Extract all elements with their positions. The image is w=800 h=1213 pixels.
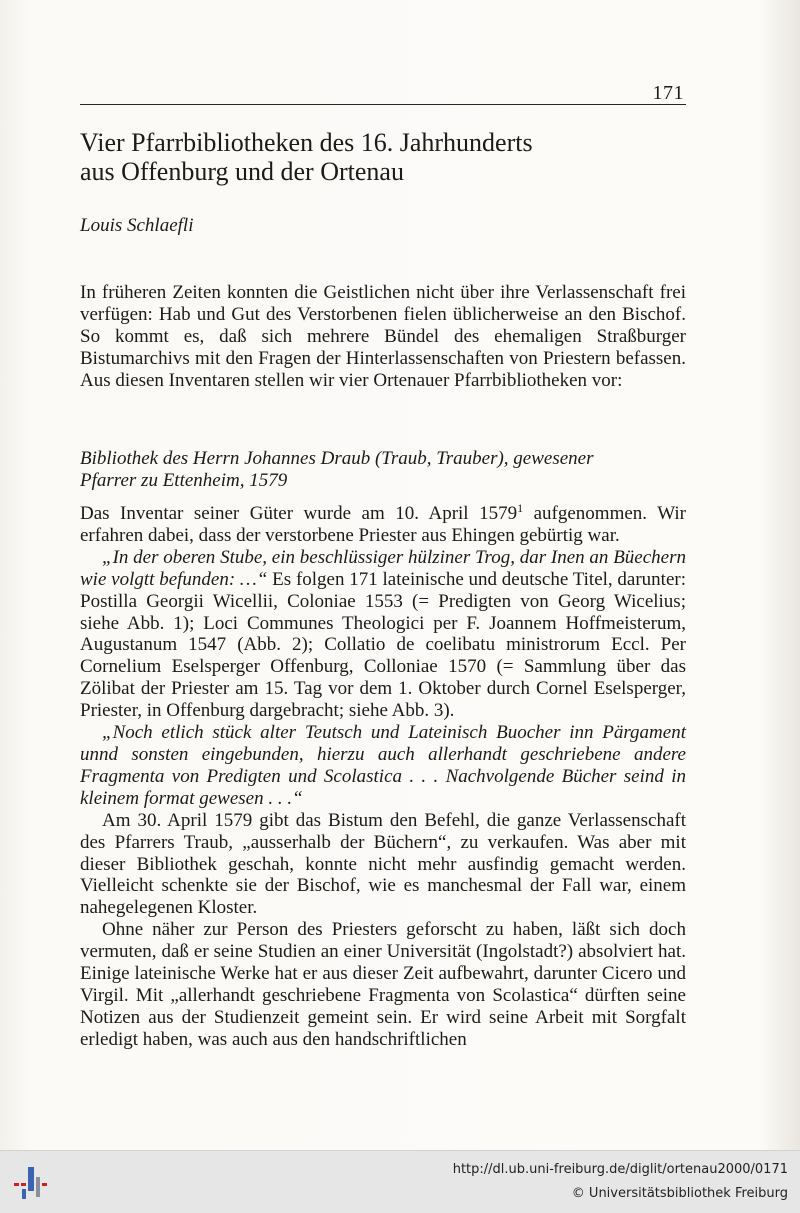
- logo-dash-red-left: [14, 1183, 19, 1186]
- logo-bar-blue-small: [22, 1189, 26, 1199]
- header-rule: [80, 104, 686, 105]
- ub-freiburg-logo-icon[interactable]: [12, 1165, 52, 1201]
- intro-block: [80, 282, 686, 392]
- title-line-1: Vier Pfarrbibliotheken des 16. Jahrhunderts: [80, 128, 533, 157]
- paragraph-quote-stube: [80, 547, 686, 722]
- logo-bar-gray: [36, 1177, 40, 1197]
- paragraph-titles-text: Es folgen 171 lateinische und deutsche Titel, darunter: Postilla Georgii Wicellii, Coloniae 1553 (= Predigten von Georg Wicelius; siehe Abb. 1); Loci Communes Theologici per F. Joannem Hoffmeisterum, Augustanum 1547 (Abb. 2); Collatio de coelibatu ministrorum Eccl. Per Cornelium Eselsperger Offenburg, Colloniae 1570 (= Sammlung über das Zölibat der Priester am 15. Tag vor dem 1. Oktober durch Cornel Eselsperger, Priester, in Offenburg dargebracht; siehe Abb. 3).: [80, 568, 686, 722]
- article-title: [80, 128, 700, 186]
- logo-dash-red-right: [42, 1183, 47, 1186]
- footer-bar: [0, 1150, 800, 1213]
- section-heading: [80, 448, 686, 492]
- author-name: Louis Schlaefli: [80, 215, 194, 236]
- logo-bar-blue: [28, 1167, 34, 1191]
- paragraph-inventory-text: Das Inventar seiner Güter wurde am 10. April 1579: [80, 503, 518, 524]
- paragraph-quote-buocher: „Noch etlich stück alter Teutsch und Lateinisch Buocher inn Pärgament unnd sonsten eingebunden, hierzu auch allerhandt geschriebene andere Fragmenta von Predigten und Scolastica . . . Nachvolgende Bücher seind in kleinem format gewesen . . .“: [80, 722, 686, 809]
- paragraph-studien: Ohne näher zur Person des Priesters geforscht zu haben, läßt sich doch vermuten, daß er seine Studien an einer Universität (Ingolstadt?) absolviert hat. Einige lateinische Werke hat er aus dieser Zeit aufbewahrt, darunter Cicero und Virgil. Mit „allerhandt geschriebene Fragmenta von Scolastica“ dürften seine Notizen aus der Studienzeit gemeint sein. Er wird seine Arbeit mit Sorgfalt erledigt haben, was auch aus den handschriftlichen: [80, 919, 686, 1050]
- main-text: [80, 503, 686, 1051]
- intro-paragraph: In früheren Zeiten konnten die Geistlichen nicht über ihre Verlassenschaft frei verfügen: Hab und Gut des Verstorbenen fielen üblicherweise an den Bischof. So kommt es, daß sich mehrere Bündel des ehemaligen Straßburger Bistumarchivs mit den Fragen der Hinterlassenschaften von Priestern befassen. Aus diesen Inventaren stellen wir vier Ortenauer Pfarrbibliotheken vor:: [80, 282, 686, 391]
- paragraph-inventory: [80, 503, 686, 547]
- source-url-link[interactable]: http://dl.ub.uni-freiburg.de/diglit/ortenau2000/0171: [452, 1162, 788, 1177]
- logo-dash-red-mid: [21, 1183, 26, 1186]
- paragraph-inventory-text-cont: aufgenommen. Wir erfahren dabei, dass der verstorbene Priester aus Ehingen gebürtig war.: [80, 503, 686, 546]
- section-heading-line-1: Bibliothek des Herrn Johannes Draub (Traub, Trauber), gewesener: [80, 448, 594, 469]
- title-line-2: aus Offenburg und der Ortenau: [80, 157, 404, 186]
- section-heading-line-2: Pfarrer zu Ettenheim, 1579: [80, 470, 288, 491]
- quote-stube: „In der oberen Stube, ein beschlüssiger hülziner Trog, dar Inen an Büechern wie volgtt befunden: …“: [80, 546, 686, 590]
- page-number: 171: [652, 82, 684, 104]
- footnote-marker[interactable]: 1: [517, 501, 524, 515]
- paragraph-verkauf: Am 30. April 1579 gibt das Bistum den Befehl, die ganze Verlassenschaft des Pfarrers Traub, „ausserhalb der Büchern“, zu verkaufen. Was aber mit dieser Bibliothek geschah, konnte nicht mehr ausfindig gemacht werden. Vielleicht schenkte sie der Bischof, wie es manchesmal der Fall war, einem nahegelegenen Kloster.: [80, 809, 686, 919]
- copyright-notice: © Universitätsbibliothek Freiburg: [571, 1186, 788, 1201]
